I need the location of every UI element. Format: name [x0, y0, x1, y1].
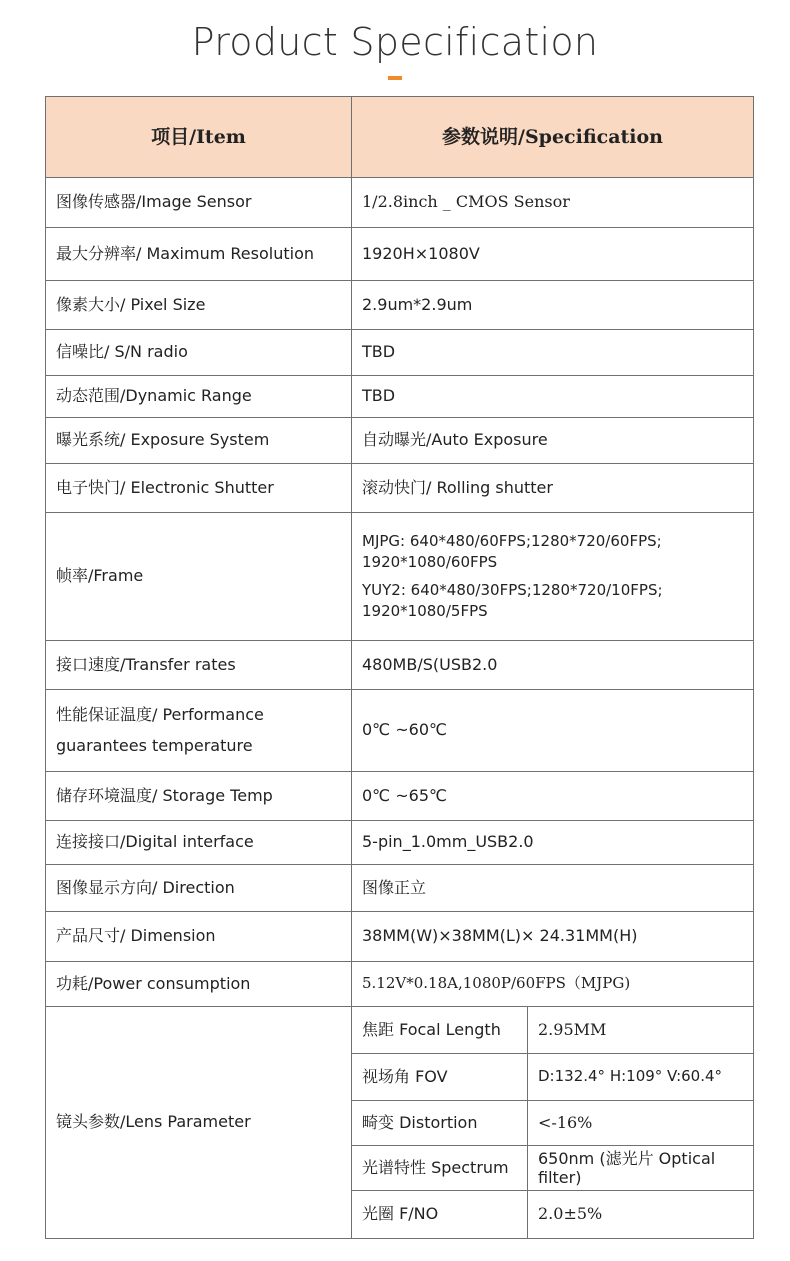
page-title: Product Specification — [191, 20, 599, 64]
table-row — [46, 330, 754, 376]
table-row-frame — [46, 513, 754, 641]
row-label: 电子快门/ Electronic Shutter — [46, 464, 352, 513]
row-label: 信噪比/ S/N radio — [46, 330, 352, 376]
row-value: 0℃ ~60℃ — [352, 690, 754, 772]
row-value: 5.12V*0.18A,1080P/60FPS（MJPG) — [352, 962, 754, 1007]
row-value: 38MM(W)×38MM(L)× 24.31MM(H) — [352, 912, 754, 962]
row-label: 动态范围/Dynamic Range — [46, 376, 352, 418]
row-value-frame — [352, 513, 754, 641]
row-label: 产品尺寸/ Dimension — [46, 912, 352, 962]
frame-line: 1920*1080/5FPS — [362, 602, 488, 620]
frame-line: MJPG: 640*480/60FPS;1280*720/60FPS; — [362, 531, 662, 550]
row-value: TBD — [352, 330, 754, 376]
row-value: 1920H×1080V — [352, 228, 754, 281]
table-row — [46, 228, 754, 281]
lens-item-value: D:132.4° H:109° V:60.4° — [528, 1054, 754, 1101]
row-value: 0℃ ~65℃ — [352, 772, 754, 821]
lens-item-name: 光圈 F/NO — [352, 1191, 528, 1239]
lens-item-value: 2.95MM — [528, 1007, 754, 1054]
lens-item-name: 焦距 Focal Length — [352, 1007, 528, 1054]
lens-item-name: 畸变 Distortion — [352, 1101, 528, 1146]
spec-table — [45, 96, 754, 1239]
table-row — [46, 376, 754, 418]
table-row — [46, 464, 754, 513]
lens-item-value: 650nm (滤光片 Optical filter) — [528, 1146, 754, 1191]
table-row — [46, 865, 754, 912]
table-row — [46, 418, 754, 464]
table-row — [46, 281, 754, 330]
row-value: 2.9um*2.9um — [352, 281, 754, 330]
table-row — [46, 821, 754, 865]
row-label: 功耗/Power consumption — [46, 962, 352, 1007]
lens-item-value: 2.0±5% — [528, 1191, 754, 1239]
table-row — [46, 690, 754, 772]
lens-row — [46, 1007, 754, 1054]
row-value: 图像正立 — [352, 865, 754, 912]
row-label: 曝光系统/ Exposure System — [46, 418, 352, 464]
row-label: 性能保证温度/ Performance guarantees temperature — [46, 690, 352, 772]
row-value: 滚动快门/ Rolling shutter — [352, 464, 754, 513]
table-row — [46, 912, 754, 962]
table-row — [46, 772, 754, 821]
lens-item-value: <-16% — [528, 1101, 754, 1146]
row-value: 自动曝光/Auto Exposure — [352, 418, 754, 464]
table-row — [46, 178, 754, 228]
row-value: TBD — [352, 376, 754, 418]
title-accent-bar — [388, 76, 402, 80]
table-row — [46, 641, 754, 690]
row-value: 5-pin_1.0mm_USB2.0 — [352, 821, 754, 865]
frame-line: YUY2: 640*480/30FPS;1280*720/10FPS; — [362, 580, 663, 599]
lens-label: 镜头参数/Lens Parameter — [46, 1007, 352, 1239]
row-value: 480MB/S(USB2.0 — [352, 641, 754, 690]
row-label: 图像显示方向/ Direction — [46, 865, 352, 912]
lens-item-name: 视场角 FOV — [352, 1054, 528, 1101]
row-label: 图像传感器/Image Sensor — [46, 178, 352, 228]
table-header-row — [46, 97, 754, 178]
table-row — [46, 962, 754, 1007]
row-label: 接口速度/Transfer rates — [46, 641, 352, 690]
header-item: 项目/Item — [46, 97, 352, 178]
header-spec: 参数说明/Specification — [352, 97, 754, 178]
row-label: 帧率/Frame — [46, 513, 352, 641]
row-label: 最大分辨率/ Maximum Resolution — [46, 228, 352, 281]
row-label: 储存环境温度/ Storage Temp — [46, 772, 352, 821]
row-label: 像素大小/ Pixel Size — [46, 281, 352, 330]
row-label: 连接接口/Digital interface — [46, 821, 352, 865]
lens-item-name: 光谱特性 Spectrum — [352, 1146, 528, 1191]
frame-line: 1920*1080/60FPS — [362, 553, 498, 571]
row-value: 1/2.8inch _ CMOS Sensor — [352, 178, 754, 228]
